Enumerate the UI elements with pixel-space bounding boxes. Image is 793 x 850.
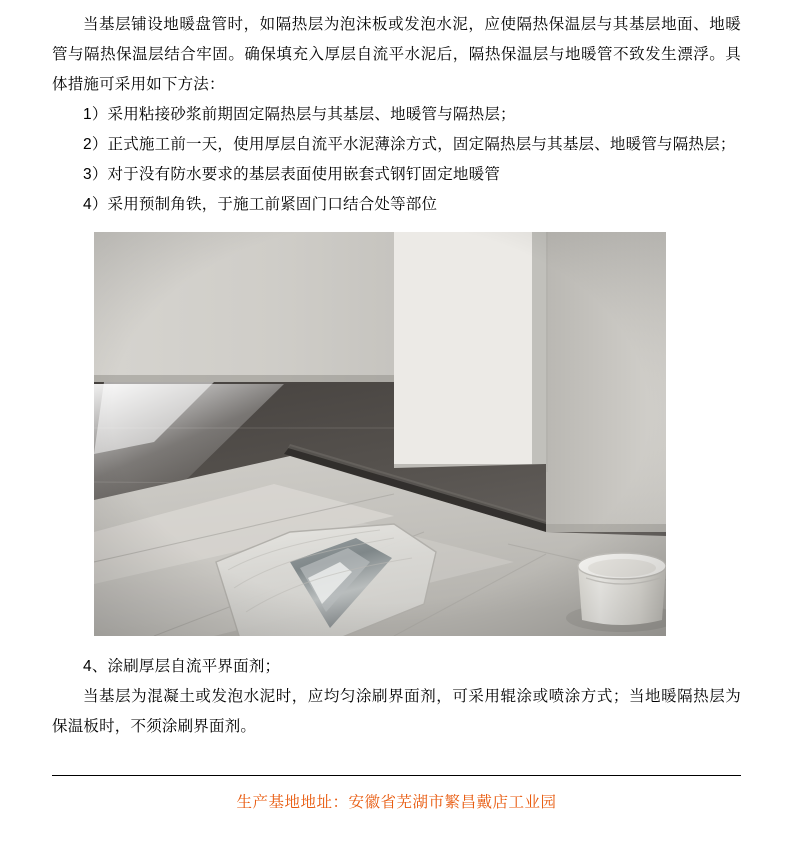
- paragraph-intro: 当基层铺设地暖盘管时，如隔热层为泡沫板或发泡水泥，应使隔热保温层与其基层地面、地暖管与隔热保温层结合牢固。确保填充入厚层自流平水泥后，隔热保温层与地暖管不致发生漂浮。具体措施可采用如下方法：: [52, 16, 741, 93]
- figure-container: [52, 232, 741, 636]
- paragraph-list-item-2: 2）正式施工前一天，使用厚层自流平水泥薄涂方式，固定隔热层与其基层、地暖管与隔热层；: [83, 136, 736, 153]
- footer-address: 生产基地地址：安徽省芜湖市繁昌戴店工业园: [236, 794, 557, 811]
- paragraph-item-4-interface-agent: 4、涂刷厚层自流平界面剂；: [83, 658, 281, 675]
- footer-divider: [52, 775, 741, 776]
- paragraph-list-item-3: 3）对于没有防水要求的基层表面使用嵌套式钢钉固定地暖管: [83, 166, 501, 183]
- floor-self-leveling-cement-photo: [94, 232, 666, 636]
- paragraph-list-item-4: 4）采用预制角铁，于施工前紧固门口结合处等部位: [83, 196, 438, 213]
- figure-caption-gap: [52, 636, 741, 638]
- paragraph-list-item-1: 1）采用粘接砂浆前期固定隔热层与其基层、地暖管与隔热层；: [83, 106, 516, 123]
- paragraph-interface-agent-detail: 当基层为混凝土或发泡水泥时，应均匀涂刷界面剂，可采用辊涂或喷涂方式；当地暖隔热层为保温板时，不须涂刷界面剂。: [52, 688, 741, 735]
